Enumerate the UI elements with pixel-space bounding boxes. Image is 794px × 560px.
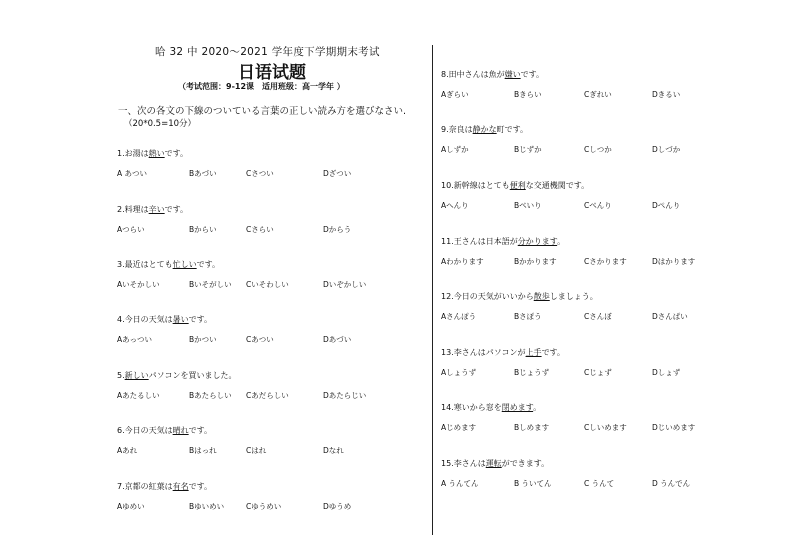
underlined-word: 嫌い	[504, 70, 521, 79]
answer-option[interactable]: Aつらい	[117, 225, 145, 234]
underlined-word: 有名	[172, 482, 189, 491]
question-text: パソコンを買いました。	[148, 371, 237, 380]
answer-option[interactable]: Aあたるしい	[117, 391, 160, 400]
question-text: 。	[557, 237, 566, 246]
question-13	[441, 347, 565, 358]
answer-option[interactable]: Bべいり	[514, 201, 542, 210]
underlined-word: 便利	[509, 181, 526, 190]
answer-option[interactable]: Aしょうず	[441, 368, 477, 377]
answer-option[interactable]: Dぺんり	[652, 201, 681, 210]
underlined-word: 静かな	[472, 125, 497, 134]
answer-option[interactable]: Dなれ	[323, 446, 344, 455]
question-text: です。	[520, 70, 545, 79]
answer-option[interactable]: Bしめます	[514, 423, 550, 432]
underlined-word: 分かります	[517, 237, 558, 246]
question-text: です。	[196, 260, 221, 269]
answer-option[interactable]: C うんて	[584, 479, 615, 488]
answer-option[interactable]: Aしずか	[441, 145, 469, 154]
answer-option[interactable]: Cゆうめい	[246, 502, 282, 511]
question-14	[441, 402, 541, 413]
answer-option[interactable]: Dしづか	[652, 145, 681, 154]
answer-option[interactable]: Bはっれ	[189, 446, 217, 455]
question-8	[441, 69, 544, 80]
answer-option[interactable]: Dじいめます	[652, 423, 696, 432]
answer-option[interactable]: Dゆうめ	[323, 502, 352, 511]
answer-option[interactable]: Aぎらい	[441, 90, 469, 99]
underlined-word: 新しい	[124, 371, 149, 380]
answer-option[interactable]: Aゆめい	[117, 502, 145, 511]
answer-option[interactable]: Bさぽう	[514, 312, 542, 321]
answer-option[interactable]: Bあづい	[189, 169, 217, 178]
underlined-word: 上手	[525, 348, 542, 357]
question-text: です。	[164, 149, 189, 158]
question-text: 1.お湯は	[117, 149, 149, 158]
question-text: 3.最近はとても	[117, 260, 173, 269]
section-points: （20*0.5=10分）	[124, 119, 197, 129]
answer-option[interactable]: Cあだらしい	[246, 391, 289, 400]
answer-option[interactable]: Dさんぱい	[652, 312, 688, 321]
question-text: です。	[541, 348, 565, 357]
question-text: 5.	[117, 371, 125, 380]
question-3	[117, 259, 220, 270]
question-5	[117, 370, 236, 381]
answer-option[interactable]: Bからい	[189, 225, 217, 234]
answer-option[interactable]: Cさんぼ	[584, 312, 612, 321]
question-text: 13.李さんはパソコンが	[441, 348, 526, 357]
answer-option[interactable]: Aわかります	[441, 257, 484, 266]
answer-option[interactable]: Cあつい	[246, 335, 274, 344]
question-text: 。	[533, 403, 542, 412]
answer-option[interactable]: Dあづい	[323, 335, 352, 344]
exam-title: 哈 32 中 2020～2021 学年度下学期期末考试	[155, 46, 380, 58]
answer-option[interactable]: Aさんぽう	[441, 312, 477, 321]
exam-subject: 日语试题	[238, 63, 306, 83]
question-text: です。	[188, 426, 213, 435]
answer-option[interactable]: Cさつい	[246, 169, 274, 178]
answer-option[interactable]: Dはかります	[652, 257, 696, 266]
question-text: です。	[188, 315, 213, 324]
answer-option[interactable]: Bいそがしい	[189, 280, 232, 289]
answer-option[interactable]: Aじめます	[441, 423, 477, 432]
question-text: 6.今日の天気は	[117, 426, 173, 435]
underlined-word: 散歩	[533, 292, 550, 301]
answer-option[interactable]: Cいそわしい	[246, 280, 289, 289]
answer-option[interactable]: Bじずか	[514, 145, 542, 154]
question-text: ができます。	[501, 459, 550, 468]
answer-option[interactable]: Bきらい	[514, 90, 542, 99]
answer-option[interactable]: Dきるい	[652, 90, 681, 99]
exam-scope: （考试范围：9-12课 适用班级：高一学年 ）	[178, 82, 345, 91]
answer-option[interactable]: A うんてん	[441, 479, 479, 488]
underlined-word: 熱い	[148, 149, 165, 158]
question-text: 15.李さんは	[441, 459, 486, 468]
column-divider	[432, 45, 433, 535]
question-2	[117, 204, 188, 215]
question-text: 2.料理は	[117, 205, 149, 214]
answer-option[interactable]: Aへんり	[441, 201, 469, 210]
question-text: しましょう。	[549, 292, 598, 301]
answer-option[interactable]: Aあっつい	[117, 335, 153, 344]
question-text: 12.今日の天気がいいから	[441, 292, 534, 301]
question-text: 14.寒いから窓を	[441, 403, 502, 412]
answer-option[interactable]: Dざつい	[323, 169, 352, 178]
answer-option[interactable]: Cはれ	[246, 446, 267, 455]
answer-option[interactable]: Aいそかしい	[117, 280, 160, 289]
answer-option[interactable]: Bじょうず	[514, 368, 550, 377]
question-4	[117, 314, 212, 325]
answer-option[interactable]: Cべんり	[584, 201, 612, 210]
question-text: 10.新幹線はとても	[441, 181, 510, 190]
question-12	[441, 291, 598, 302]
answer-option[interactable]: Bかつい	[189, 335, 217, 344]
answer-option[interactable]: Dあたらじい	[323, 391, 367, 400]
section-instruction: 一、次の各文の下線のついている言葉の正しい読み方を選びなさい.	[118, 106, 407, 117]
question-9	[441, 124, 528, 135]
question-6	[117, 425, 212, 436]
question-15	[441, 458, 549, 469]
question-text: 7.京都の紅葉は	[117, 482, 173, 491]
answer-option[interactable]: Bゆいめい	[189, 502, 225, 511]
question-7	[117, 481, 212, 492]
underlined-word: 晴れ	[172, 426, 189, 435]
underlined-word: 暑い	[172, 315, 189, 324]
underlined-word: 忙しい	[172, 260, 197, 269]
question-11	[441, 236, 565, 247]
question-text: 町です。	[496, 125, 529, 134]
answer-option[interactable]: Dからう	[323, 225, 352, 234]
underlined-word: 辛い	[148, 205, 165, 214]
question-10	[441, 180, 589, 191]
question-text: 11.王さんは日本語が	[441, 237, 518, 246]
answer-option[interactable]: Cさかります	[584, 257, 627, 266]
answer-option[interactable]: B ういてん	[514, 479, 552, 488]
answer-option[interactable]: Cぎれい	[584, 90, 612, 99]
question-1	[117, 148, 188, 159]
question-text: 8.田中さんは魚が	[441, 70, 505, 79]
answer-option[interactable]: D うんでん	[652, 479, 691, 488]
answer-option[interactable]: Aあれ	[117, 446, 138, 455]
question-text: 4.今日の天気は	[117, 315, 173, 324]
answer-option[interactable]: Cじょず	[584, 368, 612, 377]
question-text: 9.奈良は	[441, 125, 473, 134]
answer-option[interactable]: Cしつか	[584, 145, 612, 154]
question-text: です。	[164, 205, 189, 214]
question-text: です。	[188, 482, 213, 491]
answer-option[interactable]: Dいぞかしい	[323, 280, 367, 289]
underlined-word: 閉めます	[501, 403, 534, 412]
underlined-word: 運転	[485, 459, 502, 468]
answer-option[interactable]: Cさらい	[246, 225, 274, 234]
answer-option[interactable]: Bあたらしい	[189, 391, 232, 400]
answer-option[interactable]: A あつい	[117, 169, 148, 178]
answer-option[interactable]: Dしょず	[652, 368, 681, 377]
answer-option[interactable]: Bかかります	[514, 257, 557, 266]
question-text: な交通機関です。	[525, 181, 590, 190]
answer-option[interactable]: Cしいめます	[584, 423, 627, 432]
